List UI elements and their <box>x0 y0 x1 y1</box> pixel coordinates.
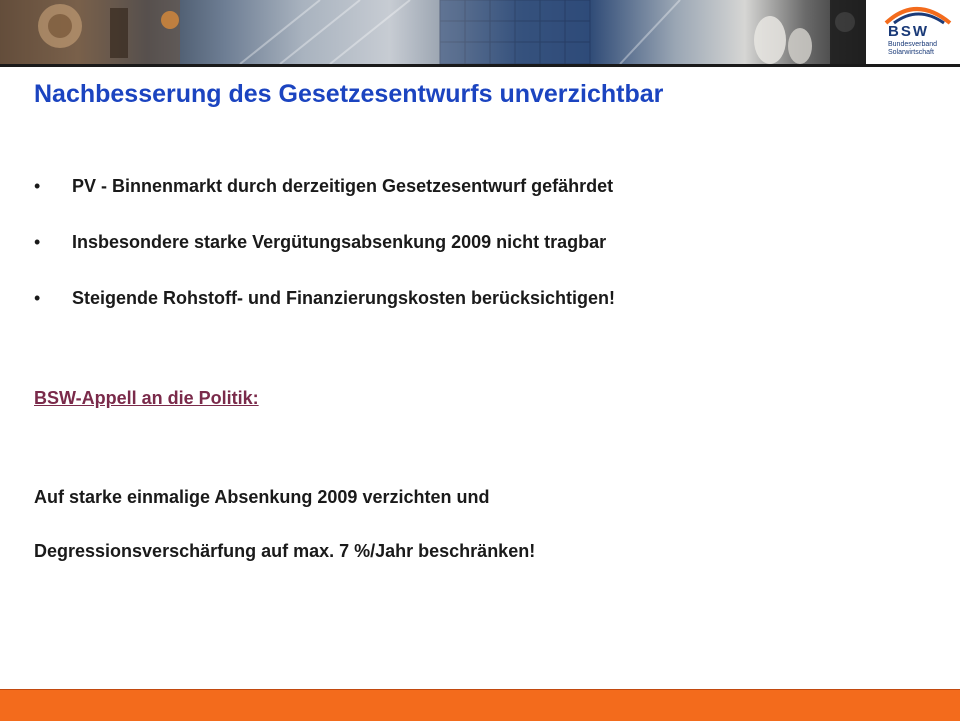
bullet-icon: • <box>34 288 41 308</box>
demand-line-1: Auf starke einmalige Absenkung 2009 verzichten und <box>34 487 490 507</box>
logo-abbreviation: BSW <box>888 23 929 40</box>
footer-bar <box>0 689 960 721</box>
logo-arc-icon <box>876 1 956 25</box>
bullet-item <box>34 284 615 340</box>
bullet-text: Steigende Rohstoff- und Finanzierungskosten berücksichtigen! <box>72 288 616 308</box>
bullet-text: PV - Binnenmarkt durch derzeitigen Gesetzesentwurf gefährdet <box>72 176 614 196</box>
header-photo-banner <box>0 0 866 64</box>
logo-full-name <box>888 41 958 57</box>
appeal-heading: BSW-Appell an die Politik: <box>34 388 259 408</box>
slide-title: Nachbesserung des Gesetzesentwurfs unverzichtbar <box>34 80 664 108</box>
header-divider <box>0 64 960 67</box>
bullet-icon: • <box>34 176 41 196</box>
bullet-text: Insbesondere starke Vergütungsabsenkung 2009 nicht tragbar <box>72 232 607 252</box>
logo-line-2: Solarwirtschaft <box>888 49 934 56</box>
banner-photo-collage <box>0 0 866 64</box>
bullet-list <box>34 172 615 340</box>
logo-line-1: Bundesverband <box>888 41 938 48</box>
bullet-item <box>34 228 615 284</box>
demand-line-2: Degressionsverschärfung auf max. 7 %/Jahr beschränken! <box>34 541 536 561</box>
bullet-item <box>34 172 615 228</box>
bsw-logo <box>868 0 960 64</box>
bullet-icon: • <box>34 232 41 252</box>
